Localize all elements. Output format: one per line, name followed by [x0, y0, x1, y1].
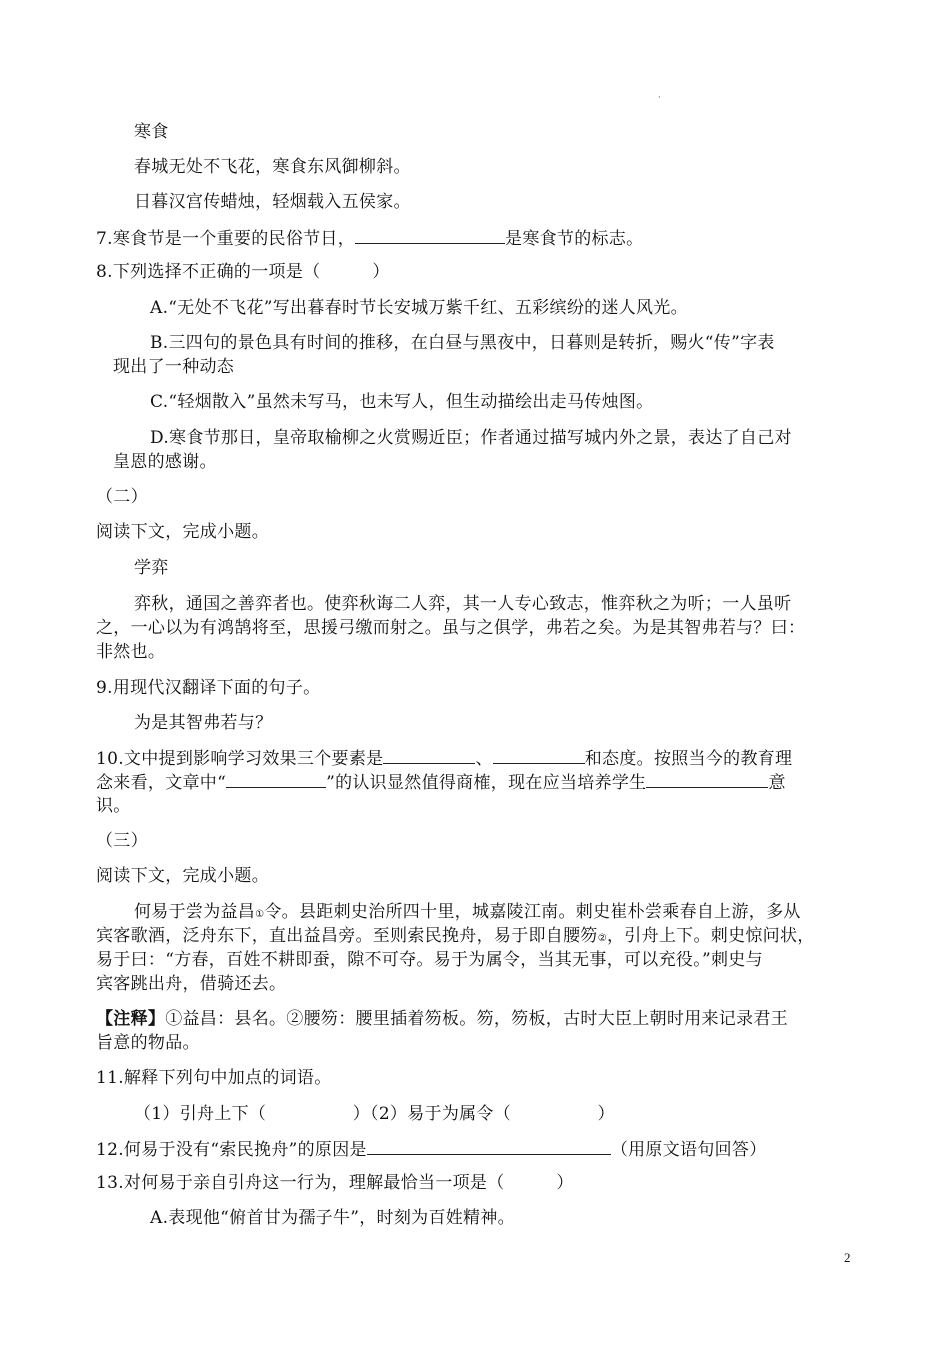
- q8-option-d-line-1: D.寒食节那日，皇帝取榆柳之火赏赐近臣；作者通过描写城内外之景，表达了自己对: [150, 428, 792, 448]
- q10-middle: 和态度。按照当今的教育理: [584, 749, 793, 769]
- section-2-instruction: 阅读下文，完成小题。: [96, 522, 269, 542]
- q10-blank-3[interactable]: [226, 770, 326, 788]
- passage-2-line-3: 非然也。: [96, 642, 166, 662]
- q9-sentence: 为是其智弗若与？: [134, 713, 273, 733]
- q10-blank-4[interactable]: [646, 770, 768, 788]
- passage-3-line-2: [96, 924, 815, 951]
- q10-line-2-c: 意: [768, 773, 786, 793]
- q8-option-a: A.“无处不飞花”写出暮春时节长安城万紫千红、五彩缤纷的迷人风光。: [150, 298, 688, 318]
- q8-option-b-line-2: 现出了一种动态: [113, 357, 235, 377]
- notes-line-2: 旨意的物品。: [96, 1033, 200, 1053]
- q7-prefix: 7.寒食节是一个重要的民俗节日，: [96, 229, 356, 249]
- passage-3-line-2-b: ，引舟上下。刺史惊问状，: [606, 926, 815, 946]
- q10-line-2-a: 念来看，文章中“: [96, 773, 227, 793]
- passage-3-line-1: [134, 900, 801, 927]
- poem-line-1: 春城无处不飞花，寒食东风御柳斜。: [134, 157, 411, 177]
- q8-stem: 8.下列选择不正确的一项是（ ）: [96, 262, 390, 282]
- q7-answer-blank[interactable]: [355, 226, 505, 244]
- q12-answer-blank[interactable]: [367, 1137, 611, 1155]
- header-mark: ·: [658, 93, 661, 103]
- q8-option-c: C.“轻烟散入”虽然未写马，也未写人，但生动描绘出走马传烛图。: [150, 392, 654, 412]
- q8-option-b-line-1: B.三四句的景色具有时间的推移，在白昼与黑夜中，日暮则是转折，赐火“传”字表: [150, 333, 775, 353]
- passage-3-line-1-b: 令。县距刺史治所四十里，城嘉陵江南。刺史崔朴尝乘春自上游，多从: [264, 902, 801, 922]
- q10-blank-1[interactable]: [383, 746, 475, 764]
- q11-items: （1）引舟上下（ ）（2）易于为属令（ ）: [134, 1104, 615, 1124]
- poem-title: 寒食: [134, 122, 169, 142]
- notes-text-1: ①益昌：县名。②腰笏：腰里插着笏板。笏，笏板，古时大臣上朝时用来记录君王: [165, 1009, 789, 1029]
- q10-separator: 、: [475, 749, 493, 769]
- q12-prefix: 12.何易于没有“索民挽舟”的原因是: [96, 1140, 367, 1160]
- footnote-ref-1: ①: [255, 909, 265, 920]
- q10-blank-2[interactable]: [493, 746, 585, 764]
- passage-3-line-4: 宾客跳出舟，借骑还去。: [96, 974, 287, 994]
- passage-2-title: 学弈: [134, 558, 169, 578]
- passage-3-line-2-a: 宾客歌酒，泛舟东下，直出益昌旁。至则索民挽舟，易于即自腰笏: [96, 926, 598, 946]
- page-number: 2: [844, 1250, 851, 1265]
- passage-2-line-2: 之，一心以为有鸿鹄将至，思援弓缴而射之。虽与之俱学，弗若之矣。为是其智弗若与？曰：: [96, 618, 806, 638]
- q9-stem: 9.用现代汉翻译下面的句子。: [96, 678, 321, 698]
- q12-suffix: （用原文语句回答）: [610, 1140, 767, 1160]
- q11-stem: 11.解释下列句中加点的词语。: [96, 1068, 332, 1088]
- q10-line-2: [96, 770, 786, 795]
- passage-3-line-1-a: 何易于尝为益昌: [134, 902, 256, 922]
- q10-line-2-b: ”的认识显然值得商榷，现在应当培养学生: [326, 773, 647, 793]
- notes-line-1: [96, 1007, 788, 1031]
- passage-3-line-3: 易于曰：“方春，百姓不耕即蚕，隙不可夺。易于为属令，当其无事，可以充役。”刺史与: [96, 950, 763, 970]
- q10-line-1: [96, 746, 792, 771]
- passage-2-line-1: 弈秋，通国之善弈者也。使弈秋诲二人弈，其一人专心致志，惟弈秋之为听；一人虽听: [134, 594, 792, 614]
- poem-line-2: 日暮汉宫传蜡烛，轻烟载入五侯家。: [134, 192, 411, 212]
- q13-option-a: A.表现他“俯首甘为孺子牛”，时刻为百姓精神。: [150, 1208, 515, 1228]
- q8-option-d-line-2: 皇恩的感谢。: [113, 452, 217, 472]
- question-7: [96, 226, 643, 251]
- section-3-label: （三）: [96, 831, 148, 851]
- footnote-ref-2: ②: [597, 933, 607, 944]
- q10-prefix: 10.文中提到影响学习效果三个要素是: [96, 749, 384, 769]
- notes-label: 【注释】: [96, 1009, 166, 1029]
- section-2-label: （二）: [96, 487, 148, 507]
- q7-suffix: 是寒食节的标志。: [505, 229, 644, 249]
- question-12: [96, 1137, 767, 1162]
- section-3-instruction: 阅读下文，完成小题。: [96, 866, 269, 886]
- q13-stem: 13.对何易于亲自引舟这一行为，理解最恰当一项是（ ）: [96, 1173, 574, 1193]
- q10-line-3: 识。: [96, 796, 131, 816]
